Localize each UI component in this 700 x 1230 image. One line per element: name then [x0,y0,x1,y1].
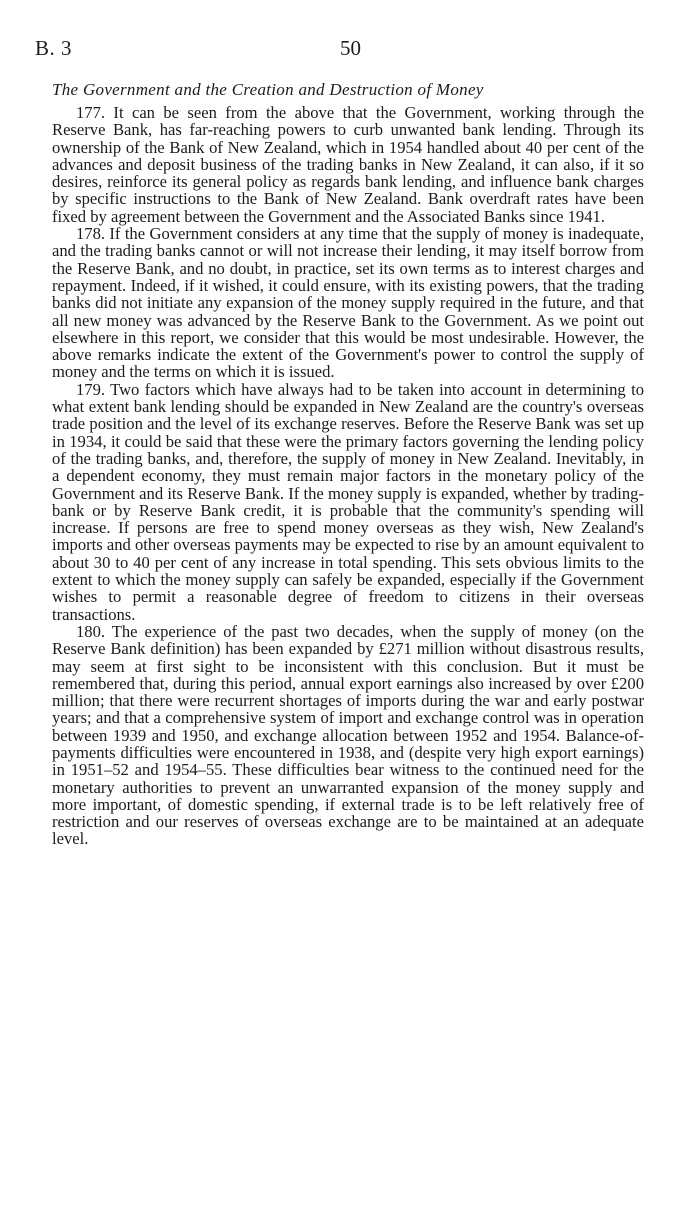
paragraph-177: 177. It can be seen from the above that the Government, working through the Reserve Bank, has far-reaching powers to curb unwanted bank lending. Through its ownership of the Bank of New Zealand, which in 1954 handled about 40 per cent of the advances and deposit business of the trading banks in New Zealand, it can also, if it so desires, reinforce its general policy as regards bank lending, and influence bank charges by specific instructions to the Bank of New Zealand. Bank overdraft rates have been fixed by agreement between the Government and the Associated Banks since 1941. [52,103,644,226]
page-number: 50 [340,36,361,60]
body-text [52,104,644,848]
running-header [35,36,655,62]
paragraph-180: 180. The experience of the past two decades, when the supply of money (on the Reserve Bank definition) has been expanded by £271 million without disastrous results, may seem at first sight to be inconsistent with this conclusion. But it must be remembered that, during this period, annual export earnings also increased by over £200 million; that there were recurrent shortages of imports during the war and early postwar years; and that a comprehensive system of import and exchange control was in operation between 1939 and 1950, and exchange allocation between 1952 and 1954. Balance-of-payments difficulties were encountered in 1938, and (despite very high export earnings) in 1951–52 and 1954–55. These difficulties bear witness to the continued need for the monetary authorities to prevent an unwarranted expansion of the money supply and more important, of domestic spending, if external trade is to be left relatively free of restriction and our reserves of overseas exchange are to be maintained at an adequate level. [52,621,644,849]
section-heading: The Government and the Creation and Destruction of Money [52,80,484,99]
paragraph-179: 179. Two factors which have always had to be taken into account in determining to what extent bank lending should be expanded in New Zealand are the country's overseas trade position and the level of its exchange reserves. Before the Reserve Bank was set up in 1934, it could be said that these were the primary factors governing the lending policy of the trading banks, and, therefore, the supply of money in New Zealand. Inevitably, in a dependent economy, they must remain major factors in the monetary policy of the Government and its Reserve Bank. If the money supply is expanded, whether by trading-bank or by Reserve Bank credit, it is probable that the community's spending will increase. If persons are free to spend money overseas as they wish, New Zealand's imports and other overseas payments may be expected to rise by an amount equivalent to about 30 to 40 per cent of any increase in total spending. This sets obvious limits to the extent to which the money supply can safely be expanded, especially if the Government wishes to permit a reasonable degree of freedom to citizens in their overseas transactions. [52,379,644,624]
paragraph-178: 178. If the Government considers at any time that the supply of money is inadequate, and the trading banks cannot or will not increase their lending, it may itself borrow from the Reserve Bank, and no doubt, in practice, set its own terms as to interest charges and repayment. Indeed, if it wished, it could ensure, with its existing powers, that the trading banks did not initiate any expansion of the money supply required in the future, and that all new money was advanced by the Reserve Bank to the Government. As we point out elsewhere in this report, we consider that this would be most undesirable. However, the above remarks indicate the extent of the Government's power to control the supply of money and the terms on which it is issued. [52,224,644,382]
document-reference: B. 3 [35,36,73,60]
